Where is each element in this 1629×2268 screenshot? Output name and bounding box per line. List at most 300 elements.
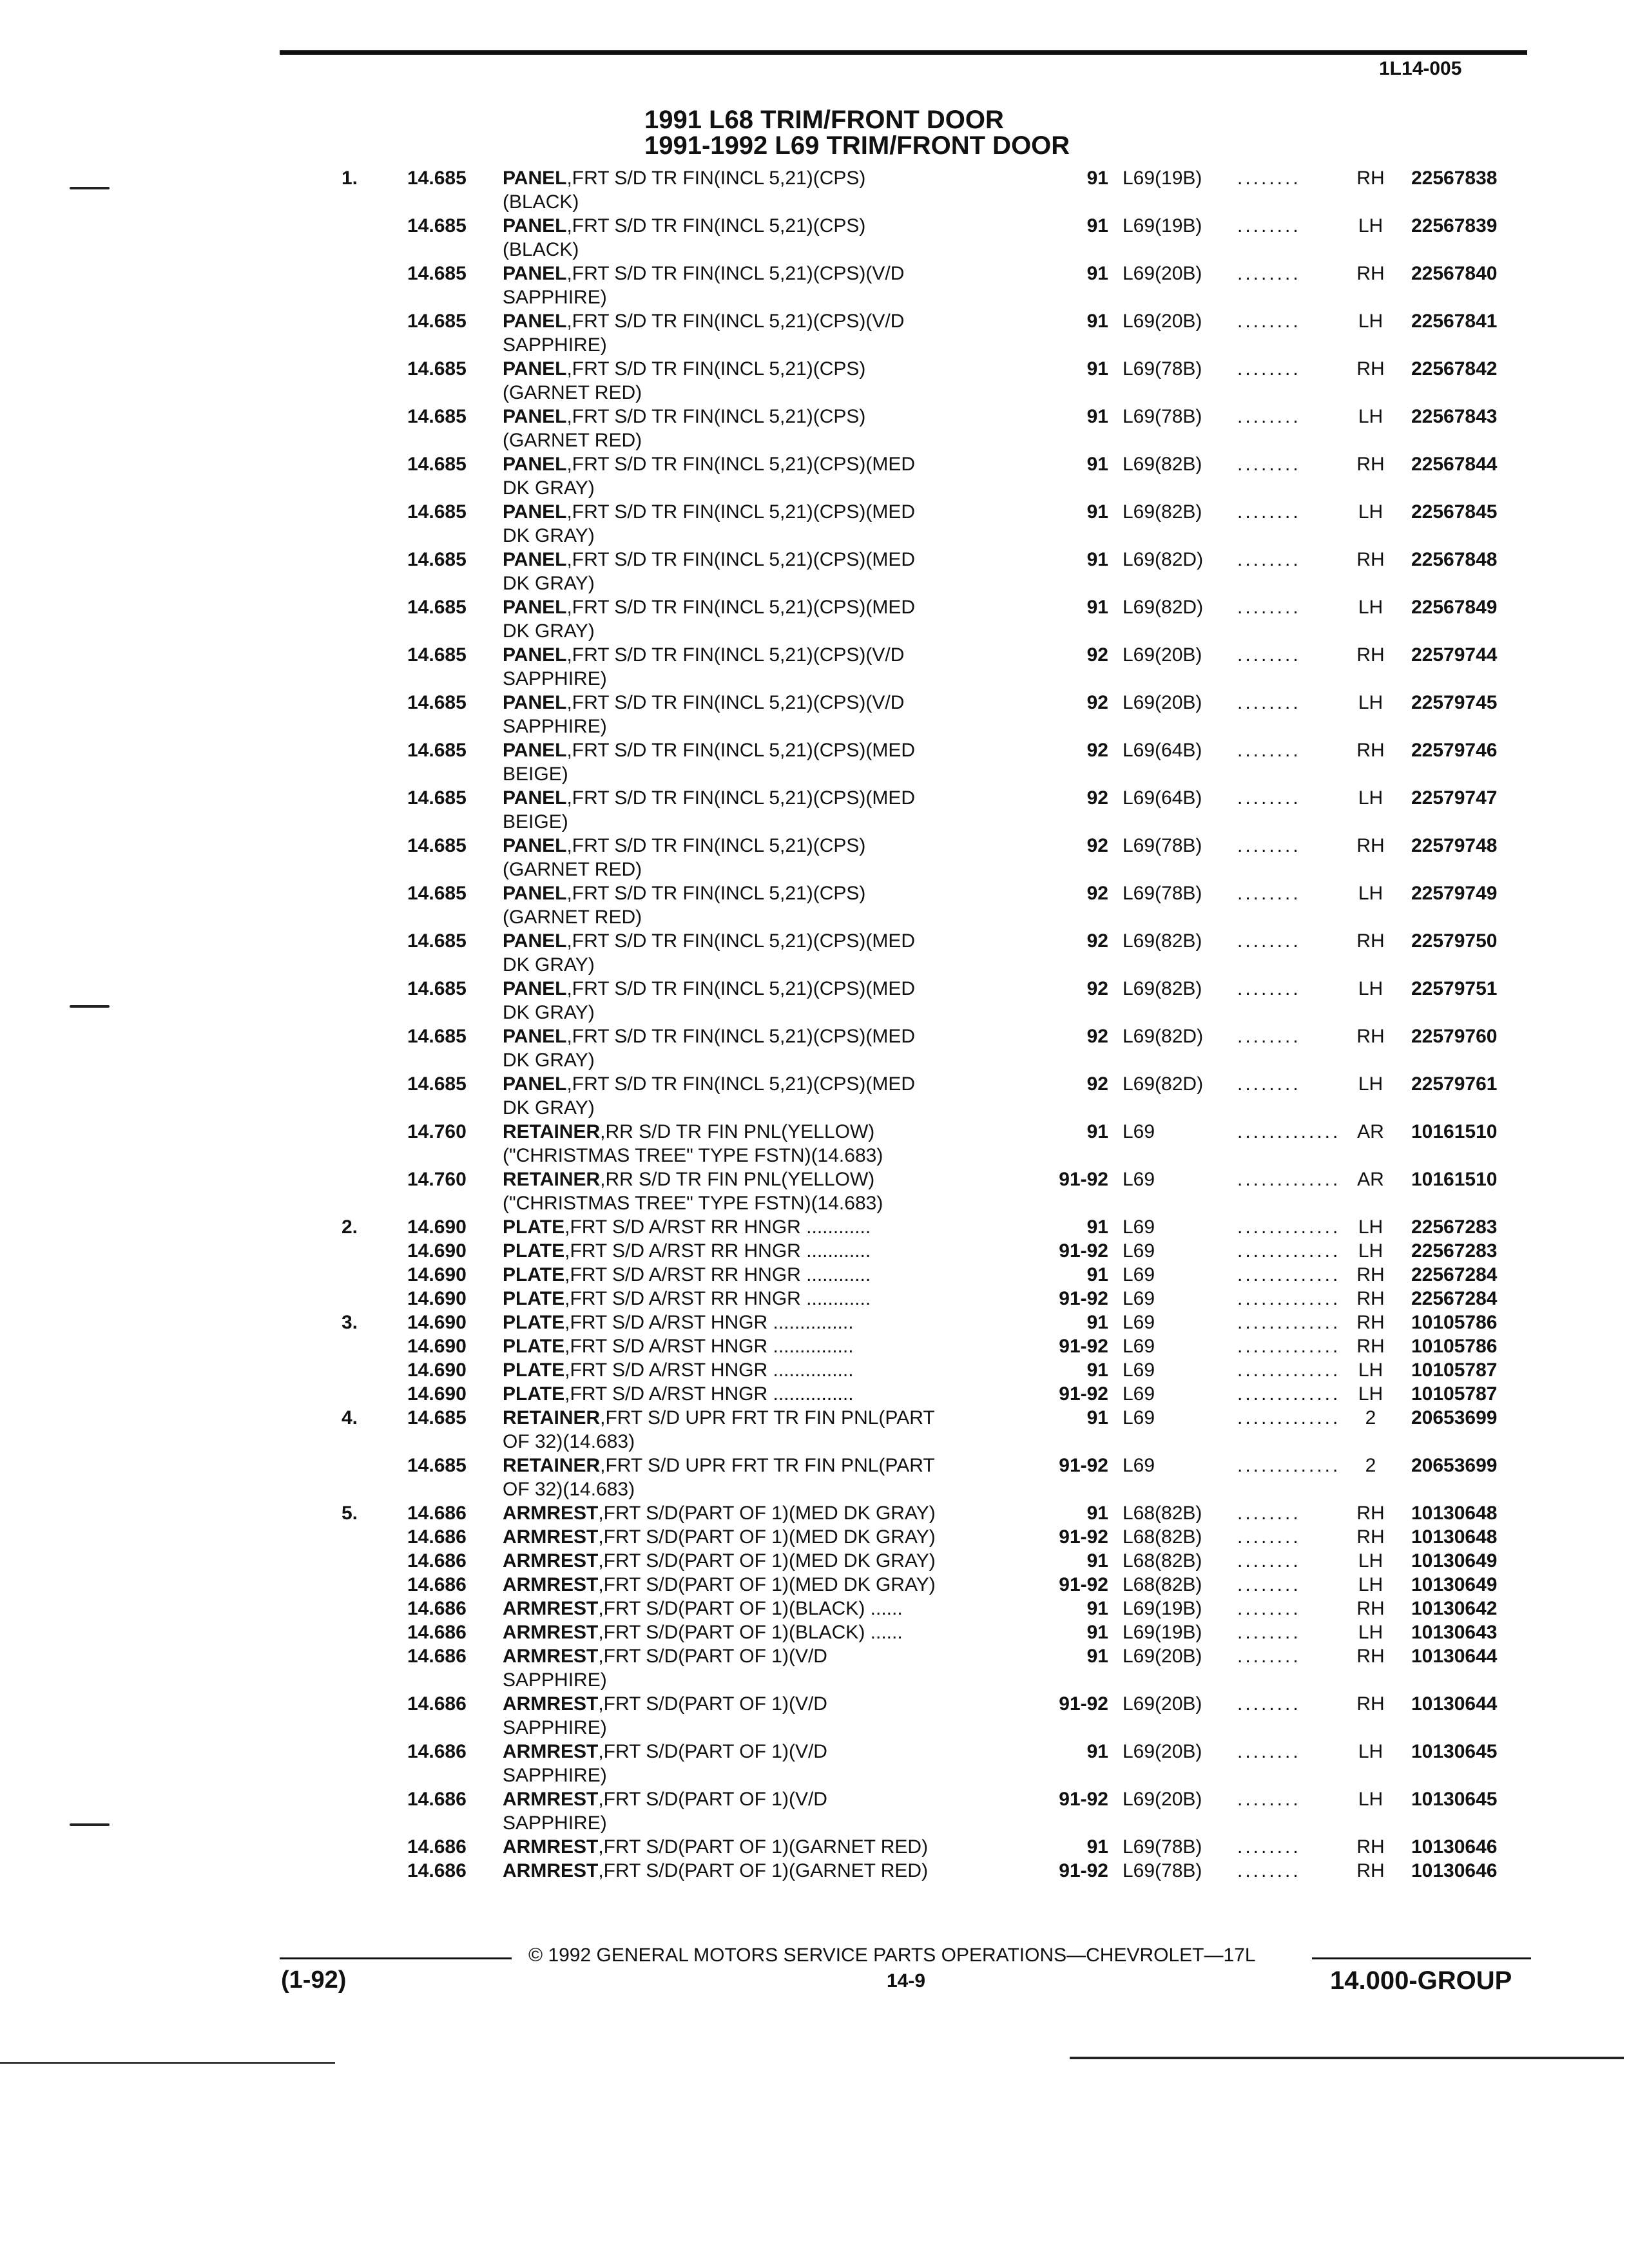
part-number: 10130648 xyxy=(1411,1503,1498,1524)
quantity-or-side: LH xyxy=(1358,1741,1383,1762)
leader-dots: ........ xyxy=(1237,1598,1301,1619)
part-detail: ,FRT S/D TR FIN(INCL 5,21)(CPS)(V/D SAPPHIRE) xyxy=(503,311,905,356)
table-row xyxy=(0,595,1629,643)
table-row xyxy=(0,786,1629,834)
model-year: 91 xyxy=(1086,311,1108,332)
title-line-2: 1991-1992 L69 TRIM/FRONT DOOR xyxy=(644,131,1070,160)
leader-dots: ........ xyxy=(1237,454,1301,475)
table-row xyxy=(0,1501,1629,1525)
part-description xyxy=(503,1787,827,1835)
part-number: 22567844 xyxy=(1411,454,1498,475)
part-detail: ,FRT S/D(PART OF 1)(MED DK GRAY) xyxy=(598,1526,936,1548)
model-year: 91-92 xyxy=(1059,1383,1108,1405)
top-rule xyxy=(280,50,1527,55)
model-code: L69(19B) xyxy=(1123,1622,1202,1643)
part-description xyxy=(503,1525,936,1549)
part-number: 10130644 xyxy=(1411,1693,1498,1715)
model-year: 91 xyxy=(1086,406,1108,427)
model-year: 92 xyxy=(1086,787,1108,809)
part-detail: ,FRT S/D A/RST HNGR ............... xyxy=(564,1383,854,1405)
table-row xyxy=(0,834,1629,881)
part-description xyxy=(503,1311,854,1334)
part-description xyxy=(503,738,915,786)
part-name: PANEL xyxy=(503,406,567,427)
leader-dots: ........ xyxy=(1237,1574,1301,1595)
part-name: ARMREST xyxy=(503,1860,599,1881)
model-code: L69(78B) xyxy=(1123,1860,1202,1881)
group-number: 14.690 xyxy=(407,1240,467,1262)
quantity-or-side: RH xyxy=(1356,835,1385,856)
table-row xyxy=(0,262,1629,309)
model-year: 91 xyxy=(1086,1312,1108,1333)
part-description xyxy=(503,500,915,548)
part-name: PLATE xyxy=(503,1383,565,1405)
table-row xyxy=(0,691,1629,738)
part-detail: ,FRT S/D TR FIN(INCL 5,21)(CPS)(MED DK GRAY) xyxy=(503,978,916,1023)
part-description xyxy=(503,1692,827,1740)
part-detail: ,FRT S/D A/RST HNGR ............... xyxy=(564,1312,854,1333)
model-year: 91 xyxy=(1086,454,1108,475)
leader-dots: ............. xyxy=(1237,1455,1341,1476)
part-name: PANEL xyxy=(503,644,567,666)
model-code: L69(20B) xyxy=(1123,311,1202,332)
model-year: 91 xyxy=(1086,1836,1108,1858)
part-description xyxy=(503,1168,883,1215)
model-code: L69(82B) xyxy=(1123,930,1202,952)
quantity-or-side: RH xyxy=(1356,1526,1385,1548)
part-description xyxy=(503,834,865,881)
quantity-or-side: RH xyxy=(1356,1312,1385,1333)
model-year: 91 xyxy=(1086,358,1108,380)
group-number: 14.685 xyxy=(407,263,467,284)
part-description xyxy=(503,548,915,595)
table-row xyxy=(0,1787,1629,1835)
group-number: 14.685 xyxy=(407,549,467,570)
part-name: PANEL xyxy=(503,597,567,618)
model-code: L69(78B) xyxy=(1123,1836,1202,1858)
model-year: 91 xyxy=(1086,1216,1108,1238)
part-detail: ,FRT S/D(PART OF 1)(GARNET RED) xyxy=(598,1836,929,1858)
title-line-1: 1991 L68 TRIM/FRONT DOOR xyxy=(644,106,1004,134)
table-row xyxy=(0,405,1629,452)
model-code: L69(20B) xyxy=(1123,1789,1202,1810)
table-row xyxy=(0,166,1629,214)
group-number: 14.685 xyxy=(407,454,467,475)
table-row xyxy=(0,1835,1629,1859)
model-year: 91-92 xyxy=(1059,1455,1108,1476)
part-description xyxy=(503,977,915,1024)
part-name: PLATE xyxy=(503,1312,565,1333)
model-code: L69 xyxy=(1123,1264,1155,1285)
part-name: PANEL xyxy=(503,215,567,236)
model-code: L69(19B) xyxy=(1123,168,1202,189)
leader-dots: ............. xyxy=(1237,1336,1341,1357)
model-code: L69(20B) xyxy=(1123,692,1202,713)
part-description xyxy=(503,1549,936,1573)
model-year: 92 xyxy=(1086,1026,1108,1047)
part-number: 22567284 xyxy=(1411,1264,1498,1285)
part-detail: ,FRT S/D(PART OF 1)(GARNET RED) xyxy=(598,1860,929,1881)
table-row xyxy=(0,1740,1629,1787)
part-detail: ,FRT S/D TR FIN(INCL 5,21)(CPS)(MED DK GRAY) xyxy=(503,501,916,546)
part-number: 10105787 xyxy=(1411,1360,1498,1381)
part-description xyxy=(503,595,915,643)
group-number: 14.690 xyxy=(407,1360,467,1381)
part-detail: ,FRT S/D(PART OF 1)(MED DK GRAY) xyxy=(598,1503,936,1524)
model-code: L69(19B) xyxy=(1123,215,1202,236)
quantity-or-side: LH xyxy=(1358,1622,1383,1643)
callout-number: 5. xyxy=(342,1503,358,1524)
part-number: 10161510 xyxy=(1411,1121,1498,1142)
table-row xyxy=(0,309,1629,357)
part-description xyxy=(503,1573,936,1597)
part-detail: ,FRT S/D(PART OF 1)(BLACK) ...... xyxy=(598,1598,903,1619)
leader-dots: ........ xyxy=(1237,168,1301,189)
leader-dots: ........ xyxy=(1237,501,1301,523)
group-number: 14.686 xyxy=(407,1860,467,1881)
quantity-or-side: RH xyxy=(1356,454,1385,475)
part-detail: ,FRT S/D TR FIN(INCL 5,21)(CPS) (BLACK) xyxy=(503,215,866,260)
part-description xyxy=(503,166,865,214)
quantity-or-side: 2 xyxy=(1365,1455,1376,1476)
quantity-or-side: RH xyxy=(1356,358,1385,380)
leader-dots: ........ xyxy=(1237,1026,1301,1047)
model-code: L69(82B) xyxy=(1123,978,1202,999)
part-number: 22567840 xyxy=(1411,263,1498,284)
part-number: 10130646 xyxy=(1411,1836,1498,1858)
leader-dots: ........ xyxy=(1237,597,1301,618)
group-number: 14.685 xyxy=(407,1073,467,1095)
model-code: L69 xyxy=(1123,1240,1155,1262)
leader-dots: ............. xyxy=(1237,1169,1341,1190)
leader-dots: ........ xyxy=(1237,1836,1301,1858)
part-number: 22567284 xyxy=(1411,1288,1498,1309)
quantity-or-side: LH xyxy=(1358,1073,1383,1095)
part-name: PANEL xyxy=(503,1026,567,1047)
leader-dots: ........ xyxy=(1237,1503,1301,1524)
page-code: 1L14-005 xyxy=(1379,58,1462,79)
part-name: RETAINER xyxy=(503,1455,601,1476)
leader-dots: ........ xyxy=(1237,835,1301,856)
part-description xyxy=(503,1358,854,1382)
part-name: ARMREST xyxy=(503,1646,599,1667)
model-code: L69 xyxy=(1123,1312,1155,1333)
quantity-or-side: RH xyxy=(1356,1860,1385,1881)
part-name: PANEL xyxy=(503,1073,567,1095)
part-description xyxy=(503,357,865,405)
model-code: L69 xyxy=(1123,1121,1155,1142)
leader-dots: ........ xyxy=(1237,549,1301,570)
part-number: 22567849 xyxy=(1411,597,1498,618)
part-description xyxy=(503,1382,854,1406)
part-name: ARMREST xyxy=(503,1550,599,1571)
group-number: 14.685 xyxy=(407,692,467,713)
group-number: 14.686 xyxy=(407,1526,467,1548)
leader-dots: ............. xyxy=(1237,1312,1341,1333)
leader-dots: ............. xyxy=(1237,1240,1341,1262)
part-number: 22579750 xyxy=(1411,930,1498,952)
group-number: 14.686 xyxy=(407,1550,467,1571)
table-row xyxy=(0,1573,1629,1597)
quantity-or-side: LH xyxy=(1358,1240,1383,1262)
part-detail: ,FRT S/D TR FIN(INCL 5,21)(CPS)(MED BEIGE) xyxy=(503,787,916,832)
part-name: PLATE xyxy=(503,1360,565,1381)
part-number: 22579746 xyxy=(1411,740,1498,761)
part-number: 10130649 xyxy=(1411,1574,1498,1595)
model-code: L69(78B) xyxy=(1123,835,1202,856)
part-description xyxy=(503,691,904,738)
table-row xyxy=(0,1287,1629,1311)
part-description xyxy=(503,1334,854,1358)
part-detail: ,FRT S/D TR FIN(INCL 5,21)(CPS) (BLACK) xyxy=(503,168,866,213)
part-detail: ,FRT S/D TR FIN(INCL 5,21)(CPS)(MED DK GRAY) xyxy=(503,549,916,594)
model-code: L69(82D) xyxy=(1123,1026,1204,1047)
bottom-rule-right xyxy=(1070,2057,1624,2059)
part-description xyxy=(503,1597,903,1620)
group-number: 14.690 xyxy=(407,1288,467,1309)
group-number: 14.690 xyxy=(407,1383,467,1405)
part-number: 10105786 xyxy=(1411,1336,1498,1357)
part-detail: ,FRT S/D UPR FRT TR FIN PNL(PART OF 32)(14.683) xyxy=(503,1407,935,1452)
leader-dots: ........ xyxy=(1237,740,1301,761)
part-description xyxy=(503,1740,827,1787)
part-detail: ,FRT S/D A/RST RR HNGR ............ xyxy=(564,1240,871,1262)
part-description xyxy=(503,1406,935,1454)
part-name: PANEL xyxy=(503,835,567,856)
table-row xyxy=(0,452,1629,500)
table-row xyxy=(0,357,1629,405)
quantity-or-side: LH xyxy=(1358,597,1383,618)
part-number: 22579747 xyxy=(1411,787,1498,809)
part-number: 22567839 xyxy=(1411,215,1498,236)
leader-dots: ........ xyxy=(1237,358,1301,380)
quantity-or-side: LH xyxy=(1358,501,1383,523)
leader-dots: ........ xyxy=(1237,215,1301,236)
group-number: 14.686 xyxy=(407,1836,467,1858)
table-row xyxy=(0,1382,1629,1406)
model-year: 91 xyxy=(1086,549,1108,570)
part-detail: ,RR S/D TR FIN PNL(YELLOW) ("CHRISTMAS TREE" TYPE FSTN)(14.683) xyxy=(503,1169,883,1214)
part-number: 10105787 xyxy=(1411,1383,1498,1405)
quantity-or-side: LH xyxy=(1358,406,1383,427)
part-detail: ,FRT S/D A/RST RR HNGR ............ xyxy=(564,1264,871,1285)
part-description xyxy=(503,262,904,309)
group-number: 14.685 xyxy=(407,883,467,904)
part-description xyxy=(503,786,915,834)
model-year: 91-92 xyxy=(1059,1860,1108,1881)
model-year: 92 xyxy=(1086,692,1108,713)
group-number: 14.685 xyxy=(407,1026,467,1047)
part-number: 20653699 xyxy=(1411,1455,1498,1476)
part-detail: ,FRT S/D TR FIN(INCL 5,21)(CPS)(V/D SAPPHIRE) xyxy=(503,644,905,689)
part-description xyxy=(503,1287,871,1311)
part-detail: ,FRT S/D UPR FRT TR FIN PNL(PART OF 32)(14.683) xyxy=(503,1455,935,1500)
model-year: 92 xyxy=(1086,644,1108,666)
part-detail: ,FRT S/D A/RST HNGR ............... xyxy=(564,1336,854,1357)
model-code: L69(20B) xyxy=(1123,1741,1202,1762)
model-year: 91-92 xyxy=(1059,1240,1108,1262)
group-number: 14.686 xyxy=(407,1503,467,1524)
part-name: RETAINER xyxy=(503,1407,601,1428)
group-number: 14.685 xyxy=(407,597,467,618)
model-year: 91 xyxy=(1086,1360,1108,1381)
part-number: 22579748 xyxy=(1411,835,1498,856)
group-number: 14.686 xyxy=(407,1741,467,1762)
model-year: 91-92 xyxy=(1059,1169,1108,1190)
part-detail: ,FRT S/D(PART OF 1)(V/D SAPPHIRE) xyxy=(503,1741,827,1786)
part-description xyxy=(503,1072,915,1120)
part-detail: ,FRT S/D(PART OF 1)(MED DK GRAY) xyxy=(598,1550,936,1571)
table-row xyxy=(0,1168,1629,1215)
model-year: 91-92 xyxy=(1059,1336,1108,1357)
part-number: 10130645 xyxy=(1411,1741,1498,1762)
part-description xyxy=(503,1215,871,1239)
part-number: 10130648 xyxy=(1411,1526,1498,1548)
leader-dots: ........ xyxy=(1237,644,1301,666)
model-code: L69 xyxy=(1123,1455,1155,1476)
model-year: 91 xyxy=(1086,168,1108,189)
group-number: 14.685 xyxy=(407,168,467,189)
model-year: 91 xyxy=(1086,1741,1108,1762)
part-description xyxy=(503,1859,928,1883)
quantity-or-side: LH xyxy=(1358,883,1383,904)
table-row xyxy=(0,548,1629,595)
group-number: 14.690 xyxy=(407,1312,467,1333)
model-year: 91-92 xyxy=(1059,1693,1108,1715)
group-number: 14.685 xyxy=(407,644,467,666)
model-code: L69(19B) xyxy=(1123,1598,1202,1619)
leader-dots: ............. xyxy=(1237,1216,1341,1238)
table-row xyxy=(0,1620,1629,1644)
part-number: 22567283 xyxy=(1411,1240,1498,1262)
part-number: 20653699 xyxy=(1411,1407,1498,1428)
quantity-or-side: RH xyxy=(1356,740,1385,761)
part-name: ARMREST xyxy=(503,1741,599,1762)
part-detail: ,FRT S/D(PART OF 1)(V/D SAPPHIRE) xyxy=(503,1693,827,1738)
group-number: 14.685 xyxy=(407,406,467,427)
part-name: ARMREST xyxy=(503,1503,599,1524)
model-code: L68(82B) xyxy=(1123,1550,1202,1571)
leader-dots: ............. xyxy=(1237,1407,1341,1428)
group-number: 14.685 xyxy=(407,740,467,761)
quantity-or-side: LH xyxy=(1358,215,1383,236)
part-detail: ,FRT S/D TR FIN(INCL 5,21)(CPS)(V/D SAPPHIRE) xyxy=(503,692,905,737)
model-code: L69(78B) xyxy=(1123,406,1202,427)
leader-dots: ........ xyxy=(1237,263,1301,284)
part-name: ARMREST xyxy=(503,1574,599,1595)
part-name: PANEL xyxy=(503,692,567,713)
part-name: PANEL xyxy=(503,454,567,475)
quantity-or-side: LH xyxy=(1358,787,1383,809)
quantity-or-side: RH xyxy=(1356,168,1385,189)
part-number: 22579760 xyxy=(1411,1026,1498,1047)
leader-dots: ........ xyxy=(1237,1550,1301,1571)
group-number: 14.686 xyxy=(407,1598,467,1619)
model-code: L69 xyxy=(1123,1288,1155,1309)
model-year: 92 xyxy=(1086,883,1108,904)
part-description xyxy=(503,1501,936,1525)
model-code: L69 xyxy=(1123,1216,1155,1238)
part-name: PANEL xyxy=(503,978,567,999)
quantity-or-side: RH xyxy=(1356,1836,1385,1858)
leader-dots: ........ xyxy=(1237,1073,1301,1095)
leader-dots: ........ xyxy=(1237,1693,1301,1715)
model-code: L68(82B) xyxy=(1123,1503,1202,1524)
leader-dots: ............. xyxy=(1237,1288,1341,1309)
group-number: 14.685 xyxy=(407,787,467,809)
table-row xyxy=(0,214,1629,262)
group-number: 14.686 xyxy=(407,1574,467,1595)
part-number: 22579749 xyxy=(1411,883,1498,904)
footer-rule-right xyxy=(1312,1957,1531,1959)
leader-dots: ........ xyxy=(1237,1789,1301,1810)
page-title xyxy=(644,107,1070,159)
group-number: 14.686 xyxy=(407,1693,467,1715)
model-year: 91-92 xyxy=(1059,1789,1108,1810)
quantity-or-side: RH xyxy=(1356,1598,1385,1619)
model-year: 92 xyxy=(1086,740,1108,761)
part-detail: ,FRT S/D TR FIN(INCL 5,21)(CPS) (GARNET RED) xyxy=(503,358,866,403)
model-year: 91-92 xyxy=(1059,1526,1108,1548)
quantity-or-side: 2 xyxy=(1365,1407,1376,1428)
part-description xyxy=(503,1239,871,1263)
part-description xyxy=(503,1835,928,1859)
table-row xyxy=(0,1334,1629,1358)
quantity-or-side: RH xyxy=(1356,1288,1385,1309)
footer-page-number: 14-9 xyxy=(887,1970,926,1992)
footer-copyright: © 1992 GENERAL MOTORS SERVICE PARTS OPERATIONS—CHEVROLET—17L xyxy=(528,1945,1256,1966)
quantity-or-side: RH xyxy=(1356,1026,1385,1047)
model-year: 91 xyxy=(1086,263,1108,284)
model-year: 91 xyxy=(1086,1550,1108,1571)
part-name: PLATE xyxy=(503,1336,565,1357)
part-name: PANEL xyxy=(503,549,567,570)
model-year: 92 xyxy=(1086,930,1108,952)
part-detail: ,FRT S/D(PART OF 1)(BLACK) ...... xyxy=(598,1622,903,1643)
group-number: 14.760 xyxy=(407,1169,467,1190)
part-description xyxy=(503,1263,871,1287)
table-row xyxy=(0,1311,1629,1334)
model-year: 91 xyxy=(1086,1598,1108,1619)
model-code: L69 xyxy=(1123,1407,1155,1428)
part-detail: ,FRT S/D TR FIN(INCL 5,21)(CPS)(MED DK GRAY) xyxy=(503,454,916,499)
leader-dots: ........ xyxy=(1237,311,1301,332)
quantity-or-side: RH xyxy=(1356,1264,1385,1285)
part-number: 22567841 xyxy=(1411,311,1498,332)
part-number: 10105786 xyxy=(1411,1312,1498,1333)
leader-dots: ........ xyxy=(1237,1526,1301,1548)
part-number: 10161510 xyxy=(1411,1169,1498,1190)
leader-dots: ........ xyxy=(1237,1741,1301,1762)
model-year: 91 xyxy=(1086,215,1108,236)
part-detail: ,FRT S/D TR FIN(INCL 5,21)(CPS)(MED DK GRAY) xyxy=(503,597,916,642)
leader-dots: ........ xyxy=(1237,692,1301,713)
model-code: L69 xyxy=(1123,1383,1155,1405)
group-number: 14.685 xyxy=(407,835,467,856)
table-row xyxy=(0,1239,1629,1263)
part-description xyxy=(503,214,865,262)
part-number: 22579744 xyxy=(1411,644,1498,666)
leader-dots: ............. xyxy=(1237,1383,1341,1405)
quantity-or-side: LH xyxy=(1358,1574,1383,1595)
model-year: 91-92 xyxy=(1059,1574,1108,1595)
model-year: 91 xyxy=(1086,1407,1108,1428)
callout-number: 4. xyxy=(342,1407,358,1428)
part-detail: ,FRT S/D(PART OF 1)(MED DK GRAY) xyxy=(598,1574,936,1595)
part-detail: ,FRT S/D(PART OF 1)(V/D SAPPHIRE) xyxy=(503,1646,827,1691)
quantity-or-side: LH xyxy=(1358,1360,1383,1381)
leader-dots: ............. xyxy=(1237,1360,1341,1381)
